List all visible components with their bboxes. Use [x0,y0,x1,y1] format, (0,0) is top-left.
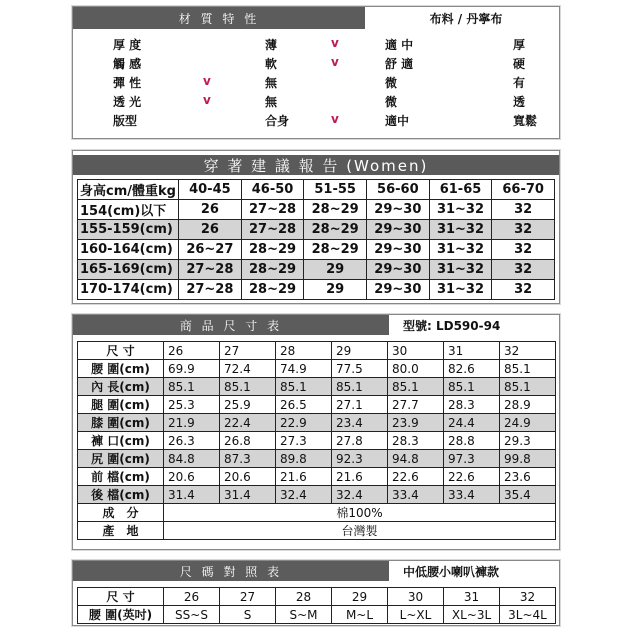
size-cell: 32 [492,200,555,220]
material-row [73,92,559,110]
measure-value: 31.4 [164,486,220,504]
conversion-value: 31 [444,588,500,606]
material-medium: 舒 適 [385,57,414,71]
measure-value: 28 [276,342,332,360]
material-attr: 厚 度 [113,38,142,52]
measure-value: 25.3 [164,396,220,414]
measure-value: 35.4 [500,486,556,504]
size-cell: 31~32 [429,280,492,300]
size-cell: 31~32 [429,240,492,260]
conversion-header-row [78,588,556,606]
size-cell: 31~32 [429,200,492,220]
measure-value: 26.5 [276,396,332,414]
size-cell: 32 [492,260,555,280]
model-number: 型號: LD590-94 [403,318,501,333]
measure-value: 22.6 [444,468,500,486]
size-cell: 29 [304,260,367,280]
measure-value: 29.3 [500,432,556,450]
check-mark: v [331,36,339,50]
material-high: 有 [513,76,526,90]
measure-value: 89.8 [276,450,332,468]
material-row [73,35,559,53]
size-cell: 28~29 [304,240,367,260]
conversion-label: 腰 圍(英吋) [78,606,164,624]
check-mark: v [331,112,339,126]
measure-value: 85.1 [500,378,556,396]
material-attr: 彈 性 [113,76,142,90]
material-medium: 適中 [385,114,410,128]
size-table [77,341,556,540]
size-row [78,432,556,450]
measure-value: 30 [388,342,444,360]
measure-value: 27.1 [332,396,388,414]
measure-value: 21.6 [276,468,332,486]
size-cell: 26~27 [179,240,242,260]
check-mark: v [331,55,339,69]
measure-value: 31.4 [220,486,276,504]
measure-value: 87.3 [220,450,276,468]
material-attr: 觸 感 [113,57,142,71]
conversion-table [77,587,556,624]
size-cell: 31~32 [429,260,492,280]
measure-label: 尻 圍(cm) [78,450,164,468]
size-row [78,414,556,432]
conversion-value: 32 [500,588,556,606]
measure-value: 27.7 [388,396,444,414]
recommend-panel [72,150,560,304]
material-low: 薄 [265,38,278,52]
measure-value: 33.4 [388,486,444,504]
measure-value: 32.4 [332,486,388,504]
material-low: 無 [265,76,278,90]
measure-value: 25.9 [220,396,276,414]
measure-value: 69.9 [164,360,220,378]
measure-value: 31 [444,342,500,360]
recommend-header-row [78,180,555,200]
conversion-panel [72,560,560,626]
measure-label: 後 檔(cm) [78,486,164,504]
measure-value: 20.6 [164,468,220,486]
conversion-value: 28 [276,588,332,606]
measure-value: 85.1 [164,378,220,396]
measure-label: 腿 圍(cm) [78,396,164,414]
measure-value: 27 [220,342,276,360]
height-label: 170-174(cm) [78,280,179,300]
size-cell: 29~30 [367,260,430,280]
size-panel [72,314,560,550]
conversion-value: 26 [164,588,220,606]
size-cell: 32 [492,240,555,260]
material-medium: 微 [385,76,398,90]
size-cell: 46-50 [241,180,304,200]
height-label: 160-164(cm) [78,240,179,260]
measure-value: 24.9 [500,414,556,432]
measure-label: 腰 圍(cm) [78,360,164,378]
size-cell: 31~32 [429,220,492,240]
material-composition-row [78,504,556,522]
measure-value: 23.4 [332,414,388,432]
size-row [78,468,556,486]
measure-value: 22.4 [220,414,276,432]
size-cell: 27~28 [179,280,242,300]
measure-value: 97.3 [444,450,500,468]
size-row [78,396,556,414]
check-mark: v [203,74,211,88]
conversion-value: 3L~4L [500,606,556,624]
material-medium: 適 中 [385,38,414,52]
material-high: 厚 [513,38,526,52]
measure-value: 32 [500,342,556,360]
measure-value: 28.9 [500,396,556,414]
recommend-table [77,179,555,300]
measure-label: 尺 寸 [78,342,164,360]
measure-value: 85.1 [444,378,500,396]
size-row [78,450,556,468]
measure-value: 26.8 [220,432,276,450]
measure-value: 28.8 [444,432,500,450]
measure-value: 26 [164,342,220,360]
material-low: 軟 [265,57,278,71]
size-cell: 28~29 [241,240,304,260]
measure-value: 84.8 [164,450,220,468]
material-attr: 透 光 [113,95,142,109]
measure-label: 膝 圍(cm) [78,414,164,432]
material-medium: 微 [385,95,398,109]
material-high: 硬 [513,57,526,71]
measure-value: 27.8 [332,432,388,450]
material-title: 材 質 特 性 [73,7,365,29]
size-row [78,378,556,396]
measure-value: 29 [332,342,388,360]
measure-value: 22.9 [276,414,332,432]
measure-value: 85.1 [220,378,276,396]
measure-value: 21.6 [332,468,388,486]
size-cell: 51-55 [304,180,367,200]
conversion-value: 27 [220,588,276,606]
measure-label: 前 檔(cm) [78,468,164,486]
size-cell: 26 [179,200,242,220]
conversion-label: 尺 寸 [78,588,164,606]
recommend-row [78,260,555,280]
measure-value: 20.6 [220,468,276,486]
measure-value: 28.3 [444,396,500,414]
size-cell: 29~30 [367,200,430,220]
size-cell: 29~30 [367,240,430,260]
recommend-row [78,220,555,240]
size-cell: 27~28 [179,260,242,280]
size-cell: 27~28 [241,220,304,240]
size-cell: 61-65 [429,180,492,200]
measure-value: 22.6 [388,468,444,486]
size-title: 商 品 尺 寸 表 [73,315,389,335]
recommend-row [78,200,555,220]
material-panel [72,6,560,139]
measure-value: 94.8 [388,450,444,468]
size-cell: 29~30 [367,280,430,300]
height-label: 165-169(cm) [78,260,179,280]
size-cell: 28~29 [241,280,304,300]
measure-value: 32.4 [276,486,332,504]
origin-label: 產 地 [78,522,164,540]
check-mark: v [203,93,211,107]
measure-value: 85.1 [276,378,332,396]
conversion-value: S~M [276,606,332,624]
size-header-row [78,342,556,360]
material-high: 透 [513,95,526,109]
conversion-row [78,606,556,624]
measure-value: 85.1 [500,360,556,378]
size-cell: 56-60 [367,180,430,200]
measure-value: 92.3 [332,450,388,468]
size-cell: 28~29 [304,200,367,220]
size-cell: 26 [179,220,242,240]
conversion-value: M~L [332,606,388,624]
size-cell: 32 [492,220,555,240]
measure-value: 82.6 [444,360,500,378]
measure-value: 85.1 [332,378,388,396]
conversion-value: 29 [332,588,388,606]
height-label: 154(cm)以下 [78,200,179,220]
material-low: 合身 [265,114,290,128]
style-label: 中低腰小喇叭褲款 [403,564,500,579]
recommend-row [78,240,555,260]
size-cell: 28~29 [304,220,367,240]
size-cell: 66-70 [492,180,555,200]
material-row [73,111,559,129]
measure-value: 80.0 [388,360,444,378]
measure-value: 26.3 [164,432,220,450]
size-cell: 29 [304,280,367,300]
measure-value: 23.9 [388,414,444,432]
height-label: 身高cm/體重kg [78,180,179,200]
measure-value: 77.5 [332,360,388,378]
conversion-value: L~XL [388,606,444,624]
fabric-label: 布料 / 丹寧布 [429,11,503,26]
material-row [73,54,559,72]
measure-value: 72.4 [220,360,276,378]
measure-value: 21.9 [164,414,220,432]
size-row [78,360,556,378]
size-cell: 28~29 [241,260,304,280]
conversion-value: 30 [388,588,444,606]
measure-value: 28.3 [388,432,444,450]
height-label: 155-159(cm) [78,220,179,240]
recommend-row [78,280,555,300]
recommend-title: 穿 著 建 議 報 告 (Women) [73,155,559,175]
conversion-title: 尺 碼 對 照 表 [73,561,389,581]
material-low: 無 [265,95,278,109]
measure-value: 99.8 [500,450,556,468]
material-composition-value: 棉100% [164,504,556,522]
measure-label: 褲 口(cm) [78,432,164,450]
conversion-value: SS~S [164,606,220,624]
size-cell: 27~28 [241,200,304,220]
measure-value: 74.9 [276,360,332,378]
size-cell: 40-45 [179,180,242,200]
material-high: 寬鬆 [513,114,538,128]
size-cell: 32 [492,280,555,300]
size-row [78,486,556,504]
conversion-value: XL~3L [444,606,500,624]
measure-label: 內 長(cm) [78,378,164,396]
measure-value: 27.3 [276,432,332,450]
conversion-value: S [220,606,276,624]
size-cell: 29~30 [367,220,430,240]
material-row [73,73,559,91]
origin-value: 台灣製 [164,522,556,540]
origin-row [78,522,556,540]
material-attr: 版型 [113,114,138,128]
material-composition-label: 成 分 [78,504,164,522]
measure-value: 85.1 [388,378,444,396]
measure-value: 33.4 [444,486,500,504]
measure-value: 23.6 [500,468,556,486]
measure-value: 24.4 [444,414,500,432]
